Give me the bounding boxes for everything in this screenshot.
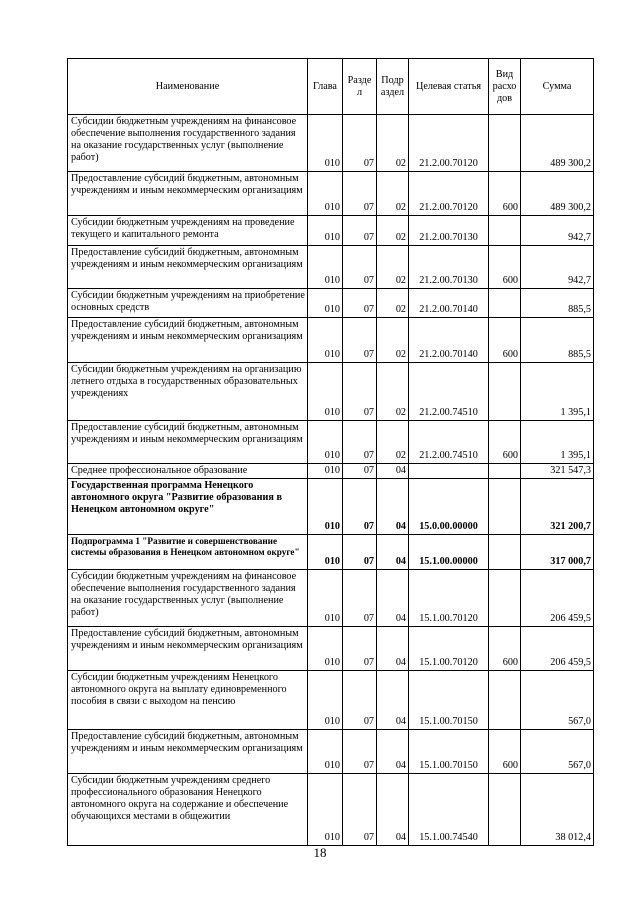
row-sum: 489 300,2 — [521, 115, 594, 172]
row-subsection: 02 — [377, 172, 409, 216]
row-target: 21.2.00.74510 — [409, 421, 489, 464]
row-sum: 567,0 — [521, 730, 594, 774]
header-exptype: Вид расхо дов — [489, 59, 521, 115]
row-sum: 206 459,5 — [521, 627, 594, 671]
table-row — [68, 246, 594, 289]
row-target: 21.2.00.70130 — [409, 216, 489, 246]
header-subsection: Подр аздел — [377, 59, 409, 115]
row-chapter: 010 — [308, 289, 343, 318]
row-exptype — [489, 570, 521, 627]
row-section: 07 — [343, 115, 377, 172]
row-subsection: 04 — [377, 535, 409, 570]
row-target: 15.1.00.74540 — [409, 774, 489, 846]
row-subsection: 02 — [377, 246, 409, 289]
row-target: 15.1.00.70150 — [409, 671, 489, 730]
row-sum: 885,5 — [521, 289, 594, 318]
row-name: Субсидии бюджетным учреждениям на финансовое обеспечение выполнения государственного задания на оказание государственных услуг (выполнение работ) — [68, 570, 308, 627]
row-chapter: 010 — [308, 774, 343, 846]
row-subsection: 04 — [377, 570, 409, 627]
row-chapter: 010 — [308, 570, 343, 627]
table-row — [68, 421, 594, 464]
row-name: Среднее профессиональное образование — [68, 464, 308, 479]
table-row — [68, 216, 594, 246]
row-exptype — [489, 216, 521, 246]
row-exptype — [489, 115, 521, 172]
table-row — [68, 363, 594, 421]
row-name: Субсидии бюджетным учреждениям на финансовое обеспечение выполнения государственного задания на оказание государственных услуг (выполнение работ) — [68, 115, 308, 172]
row-target: 21.2.00.70140 — [409, 289, 489, 318]
row-subsection: 02 — [377, 115, 409, 172]
row-name: Субсидии бюджетным учреждениям на приобретение основных средств — [68, 289, 308, 318]
row-sum: 38 012,4 — [521, 774, 594, 846]
row-section: 07 — [343, 421, 377, 464]
row-sum: 206 459,5 — [521, 570, 594, 627]
row-name: Субсидии бюджетным учреждениям Ненецкого автономного округа на выплату единовременного пособия в связи с выходом на пенсию — [68, 671, 308, 730]
header-section: Разде л — [343, 59, 377, 115]
row-sum: 317 000,7 — [521, 535, 594, 570]
row-section: 07 — [343, 246, 377, 289]
row-exptype — [489, 289, 521, 318]
row-target: 15.1.00.70120 — [409, 627, 489, 671]
row-chapter: 010 — [308, 216, 343, 246]
row-chapter: 010 — [308, 115, 343, 172]
row-subsection: 02 — [377, 363, 409, 421]
table-header-row — [68, 59, 594, 115]
row-exptype — [489, 464, 521, 479]
page-number: 18 — [313, 845, 327, 860]
table-row — [68, 115, 594, 172]
budget-table-sheet — [67, 58, 593, 846]
row-target: 15.1.00.70120 — [409, 570, 489, 627]
row-name: Предоставление субсидий бюджетным, автономным учреждениям и иным некоммерческим организациям — [68, 172, 308, 216]
table-row — [68, 774, 594, 846]
row-subsection: 04 — [377, 730, 409, 774]
table-row — [68, 730, 594, 774]
row-sum: 1 395,1 — [521, 363, 594, 421]
table-row — [68, 627, 594, 671]
row-subsection: 04 — [377, 479, 409, 535]
row-name: Предоставление субсидий бюджетным, автономным учреждениям и иным некоммерческим организациям — [68, 421, 308, 464]
table-row — [68, 289, 594, 318]
row-sum: 942,7 — [521, 246, 594, 289]
row-section: 07 — [343, 627, 377, 671]
row-section: 07 — [343, 730, 377, 774]
table-row — [68, 172, 594, 216]
row-target: 21.2.00.70130 — [409, 246, 489, 289]
row-target: 21.2.00.74510 — [409, 363, 489, 421]
row-target: 15.1.00.70150 — [409, 730, 489, 774]
row-chapter: 010 — [308, 627, 343, 671]
row-section: 07 — [343, 535, 377, 570]
row-section: 07 — [343, 216, 377, 246]
row-name: Подпрограмма 1 "Развитие и совершенствование системы образования в Ненецком автономном округе" — [68, 535, 308, 570]
row-section: 07 — [343, 464, 377, 479]
row-section: 07 — [343, 774, 377, 846]
row-sum: 885,5 — [521, 318, 594, 363]
row-subsection: 04 — [377, 464, 409, 479]
row-exptype: 600 — [489, 627, 521, 671]
row-chapter: 010 — [308, 479, 343, 535]
row-section: 07 — [343, 289, 377, 318]
row-chapter: 010 — [308, 730, 343, 774]
row-exptype — [489, 535, 521, 570]
header-target: Целевая статья — [409, 59, 489, 115]
row-name: Предоставление субсидий бюджетным, автономным учреждениям и иным некоммерческим организациям — [68, 246, 308, 289]
table-row — [68, 570, 594, 627]
row-section: 07 — [343, 671, 377, 730]
row-exptype — [489, 671, 521, 730]
row-exptype — [489, 363, 521, 421]
row-sum: 321 547,3 — [521, 464, 594, 479]
row-chapter: 010 — [308, 318, 343, 363]
row-name: Субсидии бюджетным учреждениям на проведение текущего и капитального ремонта — [68, 216, 308, 246]
row-target: 21.2.00.70120 — [409, 172, 489, 216]
row-sum: 942,7 — [521, 216, 594, 246]
row-section: 07 — [343, 479, 377, 535]
row-subsection: 04 — [377, 627, 409, 671]
row-exptype: 600 — [489, 318, 521, 363]
table-row — [68, 535, 594, 570]
row-chapter: 010 — [308, 671, 343, 730]
row-exptype — [489, 479, 521, 535]
row-exptype: 600 — [489, 421, 521, 464]
row-name: Предоставление субсидий бюджетным, автономным учреждениям и иным некоммерческим организациям — [68, 318, 308, 363]
row-chapter: 010 — [308, 172, 343, 216]
row-section: 07 — [343, 363, 377, 421]
row-subsection: 02 — [377, 421, 409, 464]
row-target: 21.2.00.70140 — [409, 318, 489, 363]
row-subsection: 02 — [377, 289, 409, 318]
row-target: 15.0.00.00000 — [409, 479, 489, 535]
header-name: Наименование — [68, 59, 308, 115]
header-chapter: Глава — [308, 59, 343, 115]
row-exptype: 600 — [489, 246, 521, 289]
row-name: Субсидии бюджетным учреждениям на организацию летнего отдыха в государственных образовательных учреждениях — [68, 363, 308, 421]
table-row — [68, 671, 594, 730]
row-chapter: 010 — [308, 246, 343, 289]
row-exptype: 600 — [489, 172, 521, 216]
row-chapter: 010 — [308, 421, 343, 464]
row-subsection: 04 — [377, 671, 409, 730]
header-sum: Сумма — [521, 59, 594, 115]
row-subsection: 04 — [377, 774, 409, 846]
row-chapter: 010 — [308, 464, 343, 479]
row-target: 15.1.00.00000 — [409, 535, 489, 570]
row-sum: 567,0 — [521, 671, 594, 730]
row-exptype: 600 — [489, 730, 521, 774]
row-name: Предоставление субсидий бюджетным, автономным учреждениям и иным некоммерческим организациям — [68, 627, 308, 671]
row-name: Государственная программа Ненецкого автономного округа "Развитие образования в Ненецком автономном округе" — [68, 479, 308, 535]
row-target — [409, 464, 489, 479]
row-exptype — [489, 774, 521, 846]
row-sum: 1 395,1 — [521, 421, 594, 464]
row-name: Субсидии бюджетным учреждениям среднего профессионального образования Ненецкого автономного округа на содержание и обеспечение обучающихся местами в общежитии — [68, 774, 308, 846]
row-sum: 321 200,7 — [521, 479, 594, 535]
row-sum: 489 300,2 — [521, 172, 594, 216]
row-subsection: 02 — [377, 216, 409, 246]
table-row — [68, 479, 594, 535]
row-section: 07 — [343, 570, 377, 627]
row-chapter: 010 — [308, 363, 343, 421]
table-row — [68, 464, 594, 479]
row-chapter: 010 — [308, 535, 343, 570]
budget-table — [67, 58, 594, 846]
row-name: Предоставление субсидий бюджетным, автономным учреждениям и иным некоммерческим организациям — [68, 730, 308, 774]
row-section: 07 — [343, 318, 377, 363]
table-row — [68, 318, 594, 363]
row-subsection: 02 — [377, 318, 409, 363]
row-section: 07 — [343, 172, 377, 216]
row-target: 21.2.00.70120 — [409, 115, 489, 172]
